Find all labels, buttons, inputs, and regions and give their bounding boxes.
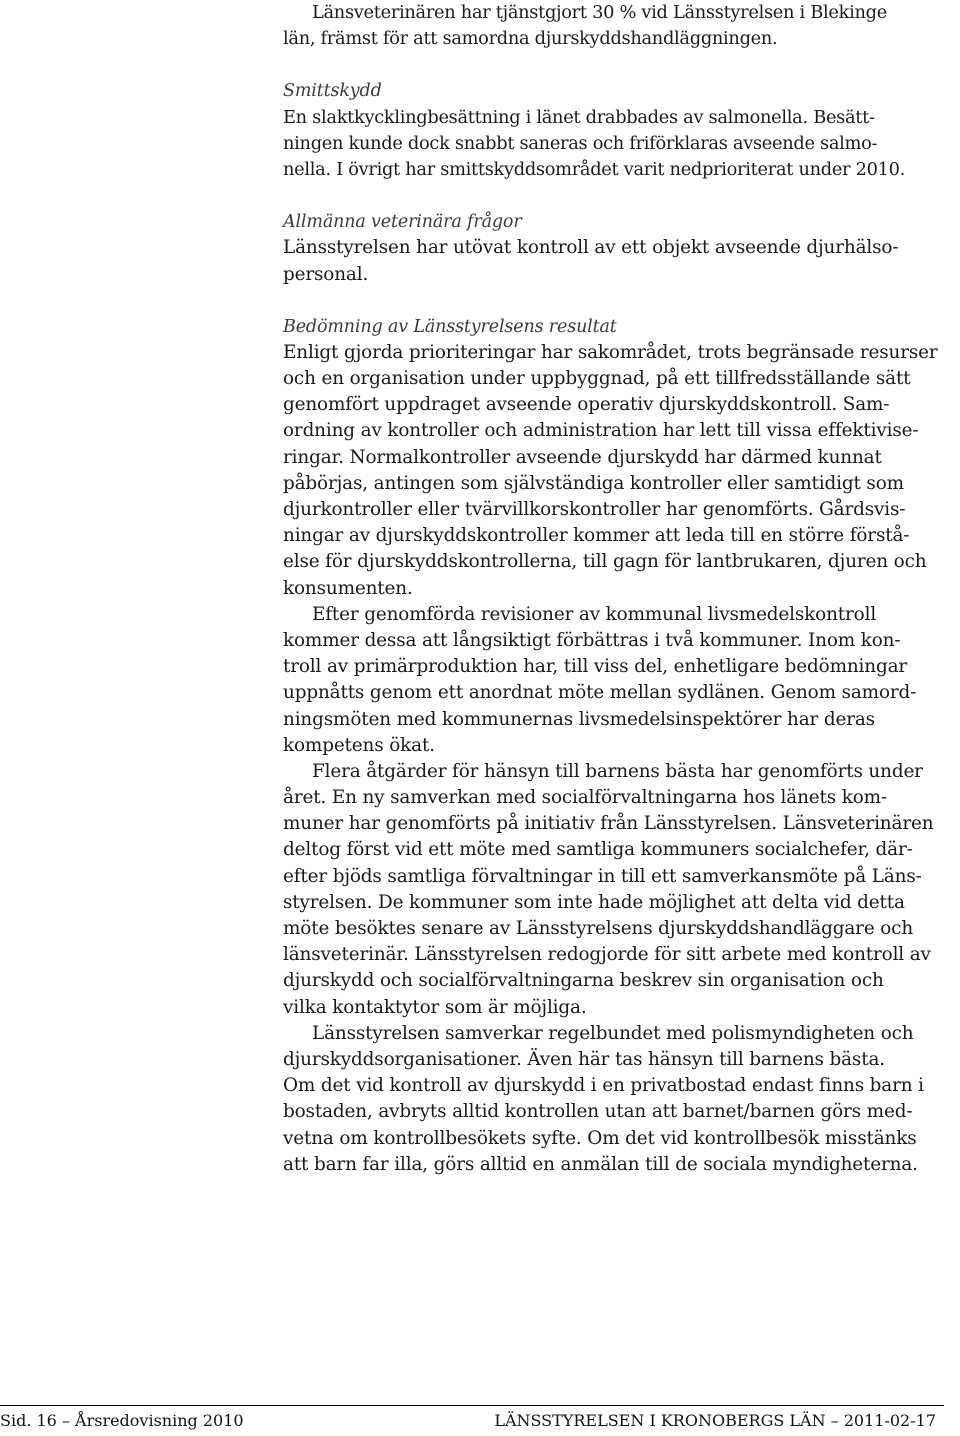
text-line: ningar av djurskyddskontroller kommer att leda till en större förstå- [283,525,910,547]
paragraph-intro [283,0,953,52]
text-line: En slaktkycklingbesättning i länet drabbades av salmonella. Besätt- [283,106,875,128]
section-bedomning [283,314,953,602]
text-line: att barn far illa, görs alltid en anmälan till de sociala myndigheterna. [283,1153,918,1175]
text-line: muner har genomförts på initiativ från Länsstyrelsen. Länsveterinären [283,813,934,835]
text-line: vetna om kontrollbesökets syfte. Om det vid kontrollbesök misstänks [283,1127,917,1149]
section-heading: Allmänna veterinära frågor [283,212,522,233]
text-line: troll av primärproduktion har, till viss del, enhetligare bedömningar [283,656,908,678]
text-line: och en organisation under uppbyggnad, på ett tillfredsställande sätt [283,368,911,390]
text-line: ningsmöten med kommunernas livsmedelsinspektörer har deras [283,708,875,730]
text-line: möte besöktes senare av Länsstyrelsens djurskyddshandläggare och [283,918,914,939]
text-line: Enligt gjorda prioriteringar har sakområdet, trots begränsade resurser [283,341,938,363]
text-line: länsveterinär. Länsstyrelsen redogjorde för sitt arbete med kontroll av [283,944,931,966]
text-line: djurskyddsorganisationer. Även här tas hänsyn till barnens bästa. [283,1048,885,1070]
page-body [283,0,953,1178]
text-line: året. En ny samverkan med socialförvaltningarna hos länets kom- [283,787,888,809]
text-line: län, främst för att samordna djurskyddshandläggningen. [283,28,778,50]
footer-page-info: Sid. 16 – Årsredovisning 2010 [0,1411,244,1430]
footer-organization-date: LÄNSSTYRELSEN I KRONOBERGS LÄN – 2011-02-17 [494,1411,936,1430]
text-line: Efter genomförda revisioner av kommunal livsmedelskontroll [312,603,877,625]
text-line: Länsstyrelsen samverkar regelbundet med polismyndigheten och [312,1022,914,1044]
section-allmanna [283,209,953,288]
footer-divider [0,1405,944,1406]
text-line: deltog först vid ett möte med samtliga kommuners socialchefer, där- [283,839,913,861]
text-line: bostaden, avbryts alltid kontrollen utan att barnet/barnen görs med- [283,1101,913,1123]
text-line: vilka kontaktytor som är möjliga. [283,996,587,1018]
text-line: styrelsen. De kommuner som inte hade möjlighet att delta vid detta [283,891,905,913]
text-line: djurskydd och socialförvaltningarna beskrev sin organisation och [283,970,884,992]
text-line: genomfört uppdraget avseende operativ djurskyddskontroll. Sam- [283,394,890,416]
text-line: ningen kunde dock snabbt saneras och friförklaras avseende salmo- [283,132,878,154]
text-line: nella. I övrigt har smittskyddsområdet varit nedprioriterat under 2010. [283,158,906,180]
section-heading: Smittskydd [283,81,382,102]
text-line: konsumenten. [283,577,413,599]
text-line: personal. [283,263,369,285]
paragraph-polis [283,1021,953,1178]
paragraph-barnens [283,759,953,1021]
text-line: Om det vid kontroll av djurskydd i en privatbostad endast finns barn i [283,1075,924,1097]
text-line: Länsveterinären har tjänstgjort 30 % vid Länsstyrelsen i Blekinge [312,2,887,23]
text-line: uppnåtts genom ett anordnat möte mellan sydlänen. Genom samord- [283,682,917,704]
section-smittskydd [283,78,953,183]
text-line: kommer dessa att långsiktigt förbättras i två kommuner. Inom kon- [283,629,901,651]
text-line: kompetens ökat. [283,734,435,756]
text-line: ordning av kontroller och administration har lett till vissa effektivise- [283,420,919,442]
text-line: efter bjöds samtliga förvaltningar in till ett samverkansmöte på Läns- [283,865,922,887]
text-line: Flera åtgärder för hänsyn till barnens bästa har genomförts under [312,760,923,782]
text-line: ringar. Normalkontroller avseende djurskydd har därmed kunnat [283,446,882,468]
text-line: Länsstyrelsen har utövat kontroll av ett objekt avseende djurhälso- [283,237,899,259]
text-line: else för djurskyddskontrollerna, till gagn för lantbrukaren, djuren och [283,551,927,573]
text-line: djurkontroller eller tvärvillkorskontroller har genomförts. Gårdsvis- [283,499,906,520]
section-heading: Bedömning av Länsstyrelsens resultat [283,316,617,337]
paragraph-revisioner [283,602,953,759]
text-line: påbörjas, antingen som självständiga kontroller eller samtidigt som [283,472,904,494]
